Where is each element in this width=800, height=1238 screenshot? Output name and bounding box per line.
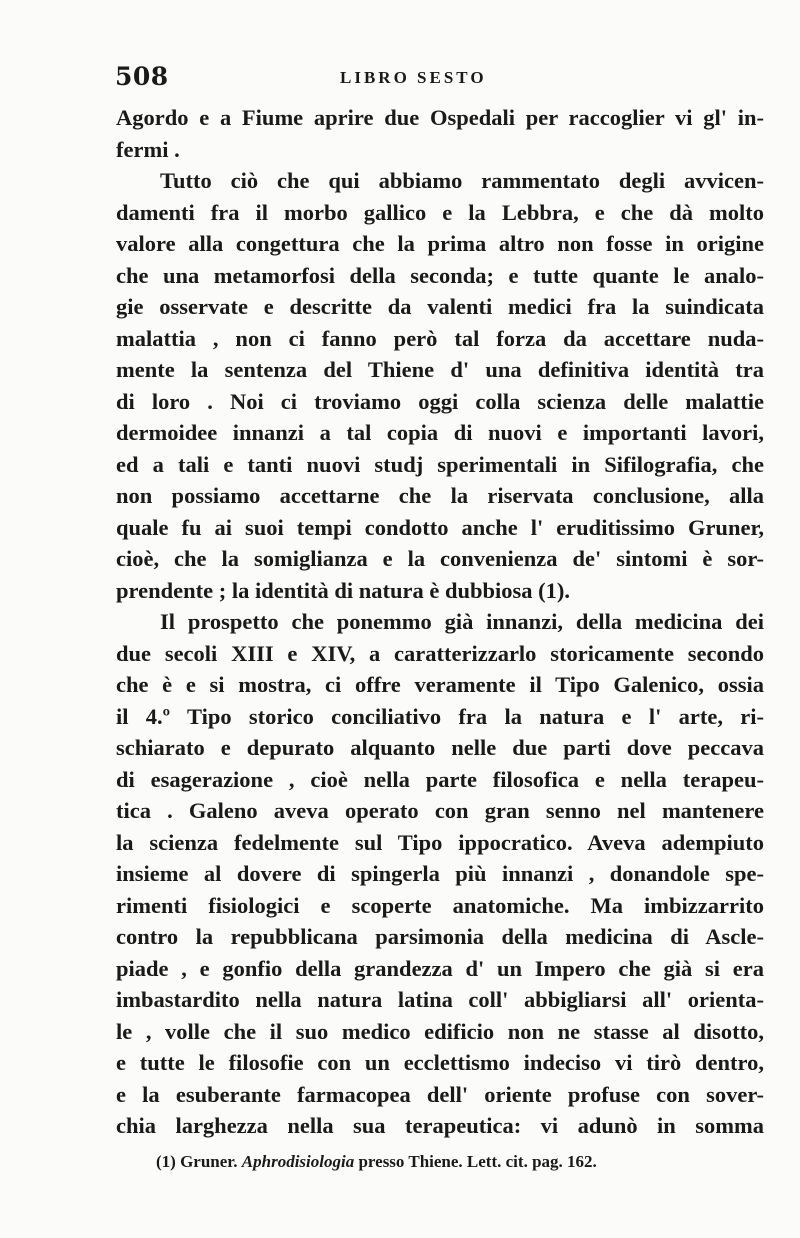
text-line: contro la repubblicana parsimonia della medicina di Ascle- [116,924,764,949]
text-line: damenti fra il morbo gallico e la Lebbra, e che dà molto [116,199,764,225]
text-line: valore alla congettura che la prima altro non fosse in origine [116,231,764,256]
text-line: cioè, che la somiglianza e la convenienza de' sintomi è sor- [116,546,764,571]
footnote-marker: (1) Gruner. [156,1152,238,1171]
text-line: di loro . Noi ci troviamo oggi colla scienza delle malattie [116,388,764,414]
text-line: prendente ; la identità di natura è dubbiosa (1). [116,577,571,603]
running-head: LIBRO SESTO [340,68,487,87]
text-line: dermoidee innanzi a tal copia di nuovi e importanti lavori, [116,420,764,445]
footnote-title: Aphrodisiologia [241,1152,355,1171]
body-text [116,102,764,1142]
text-line: Il prospetto che ponemmo già innanzi, della medicina dei [160,609,764,634]
text-line: schiarato e depurato alquanto nelle due parti dove peccava [116,735,764,760]
text-line: malattia , non ci fanno però tal forza da accettare nuda- [116,325,764,351]
text-line: Agordo e a Fiume aprire due Ospedali per raccoglier vi gl' in- [116,105,764,130]
text-line: la scienza fedelmente sul Tipo ippocratico. Aveva adempiuto [116,829,764,855]
text-line: e la esuberante farmacopea dell' oriente profuse con sover- [116,1081,764,1107]
text-line: mente la sentenza del Thiene d' una definitiva identità tra [116,357,764,382]
page-header [115,62,765,92]
text-line: due secoli XIII e XIV, a caratterizzarlo storicamente secondo [116,640,764,666]
text-line: imbastardito nella natura latina coll' abbigliarsi all' orienta- [116,987,764,1012]
text-line: di esagerazione , cioè nella parte filosofica e nella terapeu- [116,766,764,792]
text-line: e tutte le filosofie con un ecclettismo indeciso vi tirò dentro, [116,1050,764,1075]
text-line: che una metamorfosi della seconda; e tutte quante le analo- [116,262,764,288]
text-line: rimenti fisiologici e scoperte anatomiche. Ma imbizzarrito [116,892,764,918]
text-line: Tutto ciò che qui abbiamo rammentato degli avvicen- [160,168,764,193]
text-line: chia larghezza nella sua terapeutica: vi adunò in somma [116,1113,764,1138]
text-line: non possiamo accettarne che la riservata conclusione, alla [116,483,764,508]
text-line: fermi . [116,136,180,162]
footnote-citation: presso Thiene. Lett. cit. pag. 162. [358,1152,597,1171]
page-number: 508 [115,62,169,91]
text-line: gie osservate e descritte da valenti medici fra la suindicata [116,294,764,319]
text-line: il 4.º Tipo storico conciliativo fra la natura e l' arte, ri- [116,703,764,729]
text-line: insieme al dovere di spingerla più innanzi , donandole spe- [116,861,764,886]
text-line: quale fu ai suoi tempi condotto anche l' eruditissimo Gruner, [116,514,764,540]
text-line: ed a tali e tanti nuovi studj sperimentali in Sifilografia, che [116,451,764,477]
text-line: che è e si mostra, ci offre veramente il Tipo Galenico, ossia [116,672,764,697]
text-line: tica . Galeno aveva operato con gran senno nel mantenere [116,798,764,823]
text-line: le , volle che il suo medico edificio non ne stasse al disotto, [116,1018,764,1044]
text-line: piade , e gonfio della grandezza d' un Impero che già si era [116,955,764,981]
footnote [156,1152,716,1172]
